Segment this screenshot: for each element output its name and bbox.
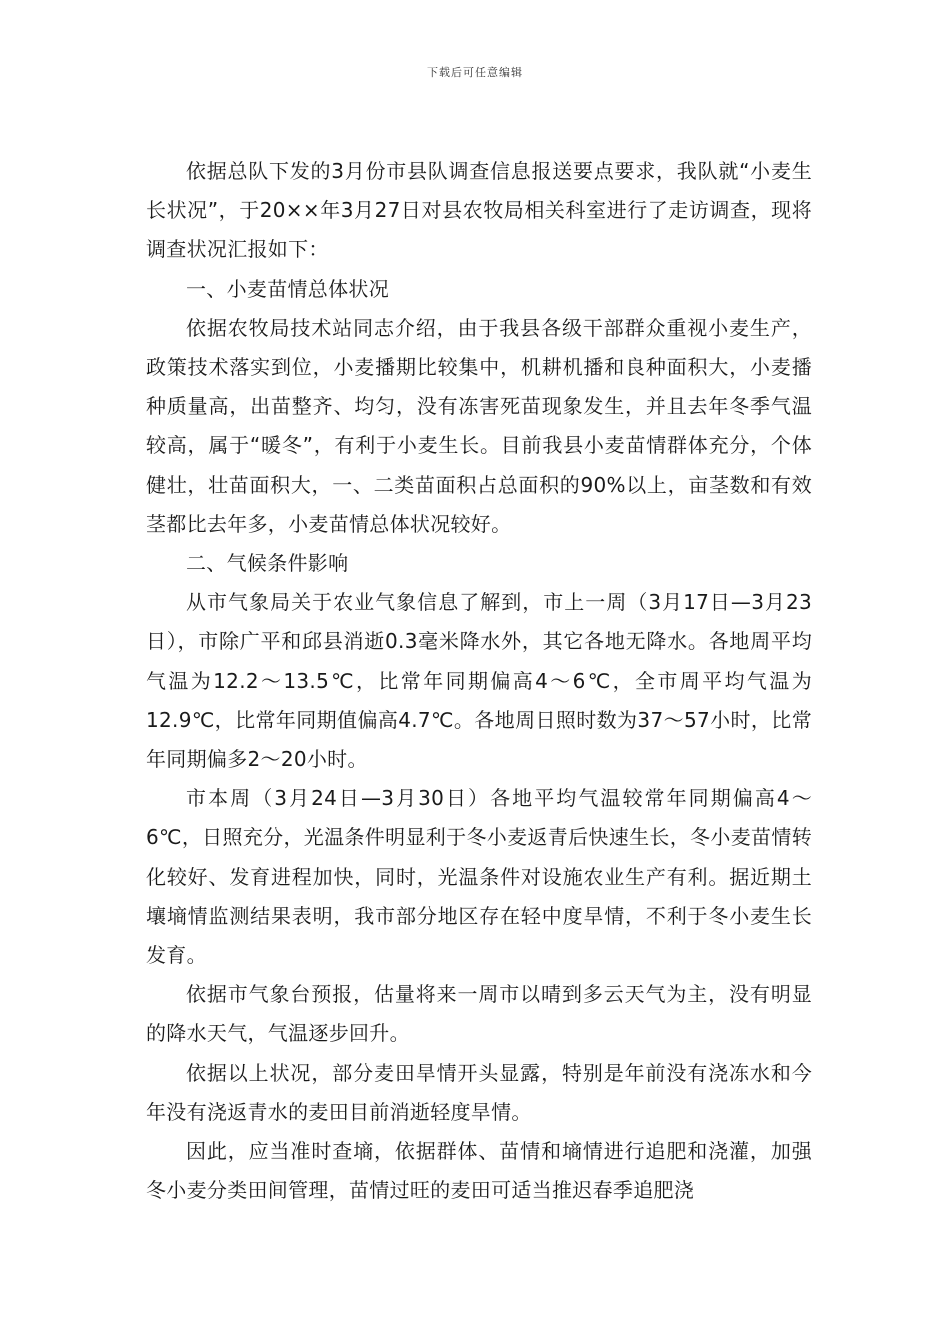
paragraph-this-week-weather: 市本周（3月24日—3月30日）各地平均气温较常年同期偏高4～6℃，日照充分，光温条件明显利于冬小麦返青后快速生长，冬小麦苗情转化较好、发育进程加快，同时，光温条件对设施农业生产有利。据近期土壤墒情监测结果表明，我市部分地区存在轻中度旱情，不利于冬小麦生长发育。 [146,786,812,968]
header-note: 下载后可任意编辑 [427,66,523,79]
paragraph-drought: 依据以上状况，部分麦田旱情开头显露，特别是年前没有浇冻水和今年没有浇返青水的麦田目前消逝轻度旱情。 [146,1060,812,1124]
paragraph-seedling-status: 依据农牧局技术站同志介绍，由于我县各级干部群众重视小麦生产，政策技术落实到位，小麦播期比较集中，机耕机播和良种面积大，小麦播种质量高，出苗整齐、均匀，没有冻害死苗现象发生，并且去年冬季气温较高，属于“暖冬”，有利于小麦生长。目前我县小麦苗情群体充分，个体健壮，壮苗面积大，一、二类苗面积占总面积的90%以上，亩茎数和有效茎都比去年多，小麦苗情总体状况较好。 [146,315,812,536]
section-heading-1: 一、小麦苗情总体状况 [186,276,389,301]
paragraph-recommendation: 因此，应当准时查墒，依据群体、苗情和墒情进行追肥和浇灌，加强冬小麦分类田间管理，苗情过旺的麦田可适当推迟春季追肥浇 [146,1139,812,1203]
paragraph-forecast: 依据市气象台预报，估量将来一周市以晴到多云天气为主，没有明显的降水天气，气温逐步回升。 [146,982,812,1046]
document-body [146,152,812,1210]
paragraph-intro: 依据总队下发的3月份市县队调查信息报送要点要求，我队就“小麦生长状况”，于20××年3月27日对县农牧局相关科室进行了走访调查，现将调查状况汇报如下： [146,159,812,262]
section-heading-2: 二、气候条件影响 [186,551,349,576]
paragraph-last-week-weather: 从市气象局关于农业气象信息了解到，市上一周（3月17日—3月23日），市除广平和邱县消逝0.3毫米降水外，其它各地无降水。各地周平均气温为12.2～13.5℃，比常年同期偏高4～6℃，全市周平均气温为12.9℃，比常年同期值偏高4.7℃。各地周日照时数为37～57小时，比常年同期偏多2～20小时。 [146,590,812,772]
